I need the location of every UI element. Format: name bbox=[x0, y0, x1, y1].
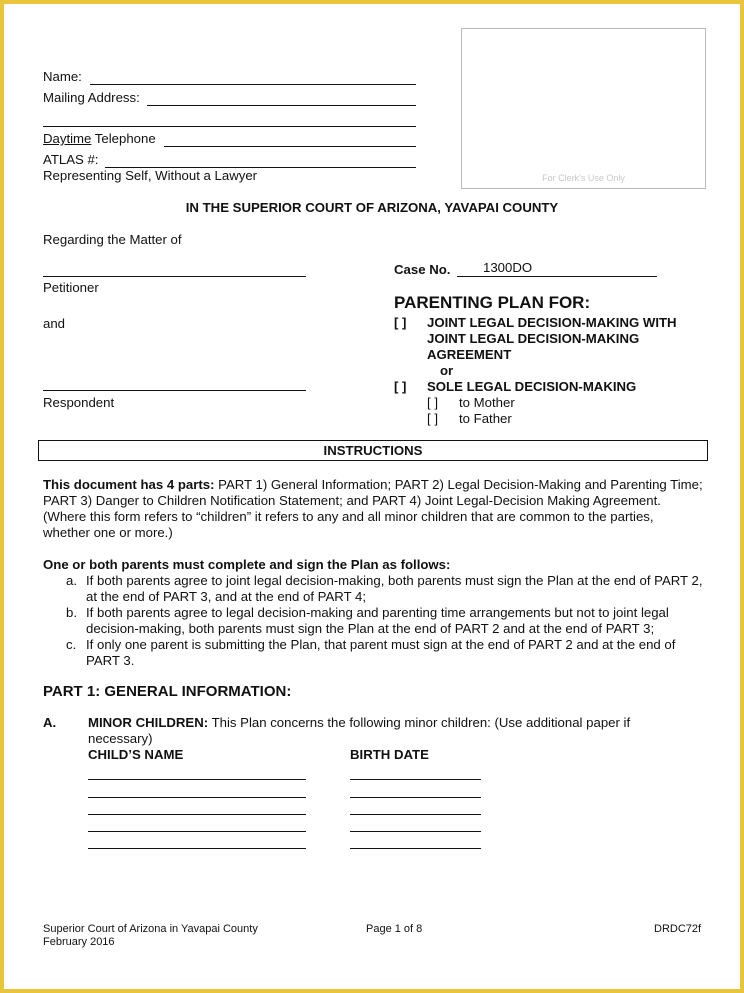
birth-date-field-4[interactable] bbox=[350, 831, 481, 832]
telephone-word: Telephone bbox=[91, 131, 156, 146]
item-text: If both parents agree to legal decision-making and parenting time arrangements but not to joint legal decision-making, both parents must sign the Plan at the end of PART 2 and at the end of PART 3; bbox=[86, 605, 669, 636]
intro-rest: PART 1) General Information; PART 2) Legal Decision-Making and Parenting Time; PART 3) Danger to Children Notification Statement; and PART 4) Joint Legal-Decision Making Agreement. (Where this form refers to “children” it refers to any and all minor children that are common to the parties, whether one or more.) bbox=[43, 477, 703, 540]
daytime-word: Daytime bbox=[43, 131, 92, 146]
child-name-field-2[interactable] bbox=[88, 797, 306, 798]
item-text: If both parents agree to joint legal decision-making, both parents must sign the Plan at the end of PART 2, at the end of PART 3, and at the end of PART 4; bbox=[86, 573, 703, 604]
child-name-field-1[interactable] bbox=[88, 779, 306, 780]
child-name-field-4[interactable] bbox=[88, 831, 306, 832]
footer-court-name: Superior Court of Arizona in Yavapai County bbox=[43, 923, 258, 935]
birth-date-field-1[interactable] bbox=[350, 779, 481, 780]
daytime-telephone-label bbox=[43, 131, 156, 146]
joint-option-checkbox[interactable]: [ ] bbox=[394, 315, 407, 330]
name-field[interactable] bbox=[90, 84, 416, 85]
court-title: IN THE SUPERIOR COURT OF ARIZONA, YAVAPAI COUNTY bbox=[185, 200, 559, 215]
parenting-plan-title: PARENTING PLAN FOR: bbox=[394, 293, 591, 312]
representing-self-text: Representing Self, Without a Lawyer bbox=[43, 168, 258, 183]
mother-checkbox[interactable]: [ ] bbox=[427, 395, 438, 410]
atlas-label: ATLAS #: bbox=[43, 152, 99, 167]
joint-option-line1: JOINT LEGAL DECISION-MAKING WITH bbox=[427, 315, 677, 330]
sole-option-label: SOLE LEGAL DECISION-MAKING bbox=[427, 379, 637, 394]
instruction-item bbox=[62, 637, 712, 669]
section-a-letter: A. bbox=[43, 715, 57, 730]
or-text: or bbox=[440, 363, 454, 378]
child-name-field-3[interactable] bbox=[88, 814, 306, 815]
instructions-list bbox=[62, 573, 712, 669]
clerk-use-box bbox=[461, 28, 706, 189]
regarding-matter-text: Regarding the Matter of bbox=[43, 232, 182, 247]
sole-option-checkbox[interactable]: [ ] bbox=[394, 379, 407, 394]
footer-date: February 2016 bbox=[43, 936, 115, 948]
mailing-address-field[interactable] bbox=[147, 105, 416, 106]
case-number-value: 1300DO bbox=[483, 260, 533, 275]
petitioner-field[interactable] bbox=[43, 276, 306, 277]
instructions-intro bbox=[43, 477, 703, 541]
minor-children-text bbox=[88, 715, 648, 747]
instruction-item bbox=[62, 573, 712, 605]
birth-date-field-2[interactable] bbox=[350, 797, 481, 798]
case-number-field[interactable] bbox=[457, 260, 657, 277]
sign-heading: One or both parents must complete and sign the Plan as follows: bbox=[43, 557, 451, 572]
joint-option-line2: JOINT LEGAL DECISION-MAKING bbox=[427, 331, 640, 346]
respondent-field[interactable] bbox=[43, 390, 306, 391]
birth-date-field-3[interactable] bbox=[350, 814, 481, 815]
mother-label: to Mother bbox=[459, 395, 515, 410]
name-label: Name: bbox=[43, 69, 82, 84]
petitioner-label: Petitioner bbox=[43, 280, 99, 295]
birth-date-column: BIRTH DATE bbox=[350, 747, 429, 762]
item-marker: a. bbox=[66, 573, 77, 588]
respondent-label: Respondent bbox=[43, 395, 115, 410]
clerk-use-text: For Clerk's Use Only bbox=[542, 173, 625, 183]
mailing-address-field-2[interactable] bbox=[43, 126, 416, 127]
case-number-label: Case No. bbox=[394, 262, 451, 277]
and-text: and bbox=[43, 316, 66, 331]
item-marker: c. bbox=[66, 637, 77, 652]
minor-children-rest: This Plan concerns the following minor children: (Use additional paper if necessary) bbox=[88, 715, 631, 746]
birth-date-field-5[interactable] bbox=[350, 848, 481, 849]
joint-option-line3: AGREEMENT bbox=[427, 347, 512, 362]
telephone-field[interactable] bbox=[164, 146, 416, 147]
item-marker: b. bbox=[66, 605, 77, 620]
father-checkbox[interactable]: [ ] bbox=[427, 411, 438, 426]
minor-children-bold: MINOR CHILDREN: bbox=[88, 715, 209, 730]
father-label: to Father bbox=[459, 411, 512, 426]
mailing-address-label: Mailing Address: bbox=[43, 90, 140, 105]
instructions-heading: INSTRUCTIONS bbox=[38, 440, 708, 461]
part1-heading: PART 1: GENERAL INFORMATION: bbox=[43, 683, 292, 700]
child-name-column: CHILD’S NAME bbox=[88, 747, 184, 762]
footer-form-code: DRDC72f bbox=[654, 923, 702, 935]
intro-bold: This document has 4 parts: bbox=[43, 477, 215, 492]
item-text: If only one parent is submitting the Plan, that parent must sign at the end of PART 2 and at the end of PART 3. bbox=[86, 637, 676, 668]
footer-page-number: Page 1 of 8 bbox=[366, 923, 423, 935]
instruction-item bbox=[62, 605, 712, 637]
document-page bbox=[4, 4, 740, 989]
child-name-field-5[interactable] bbox=[88, 848, 306, 849]
